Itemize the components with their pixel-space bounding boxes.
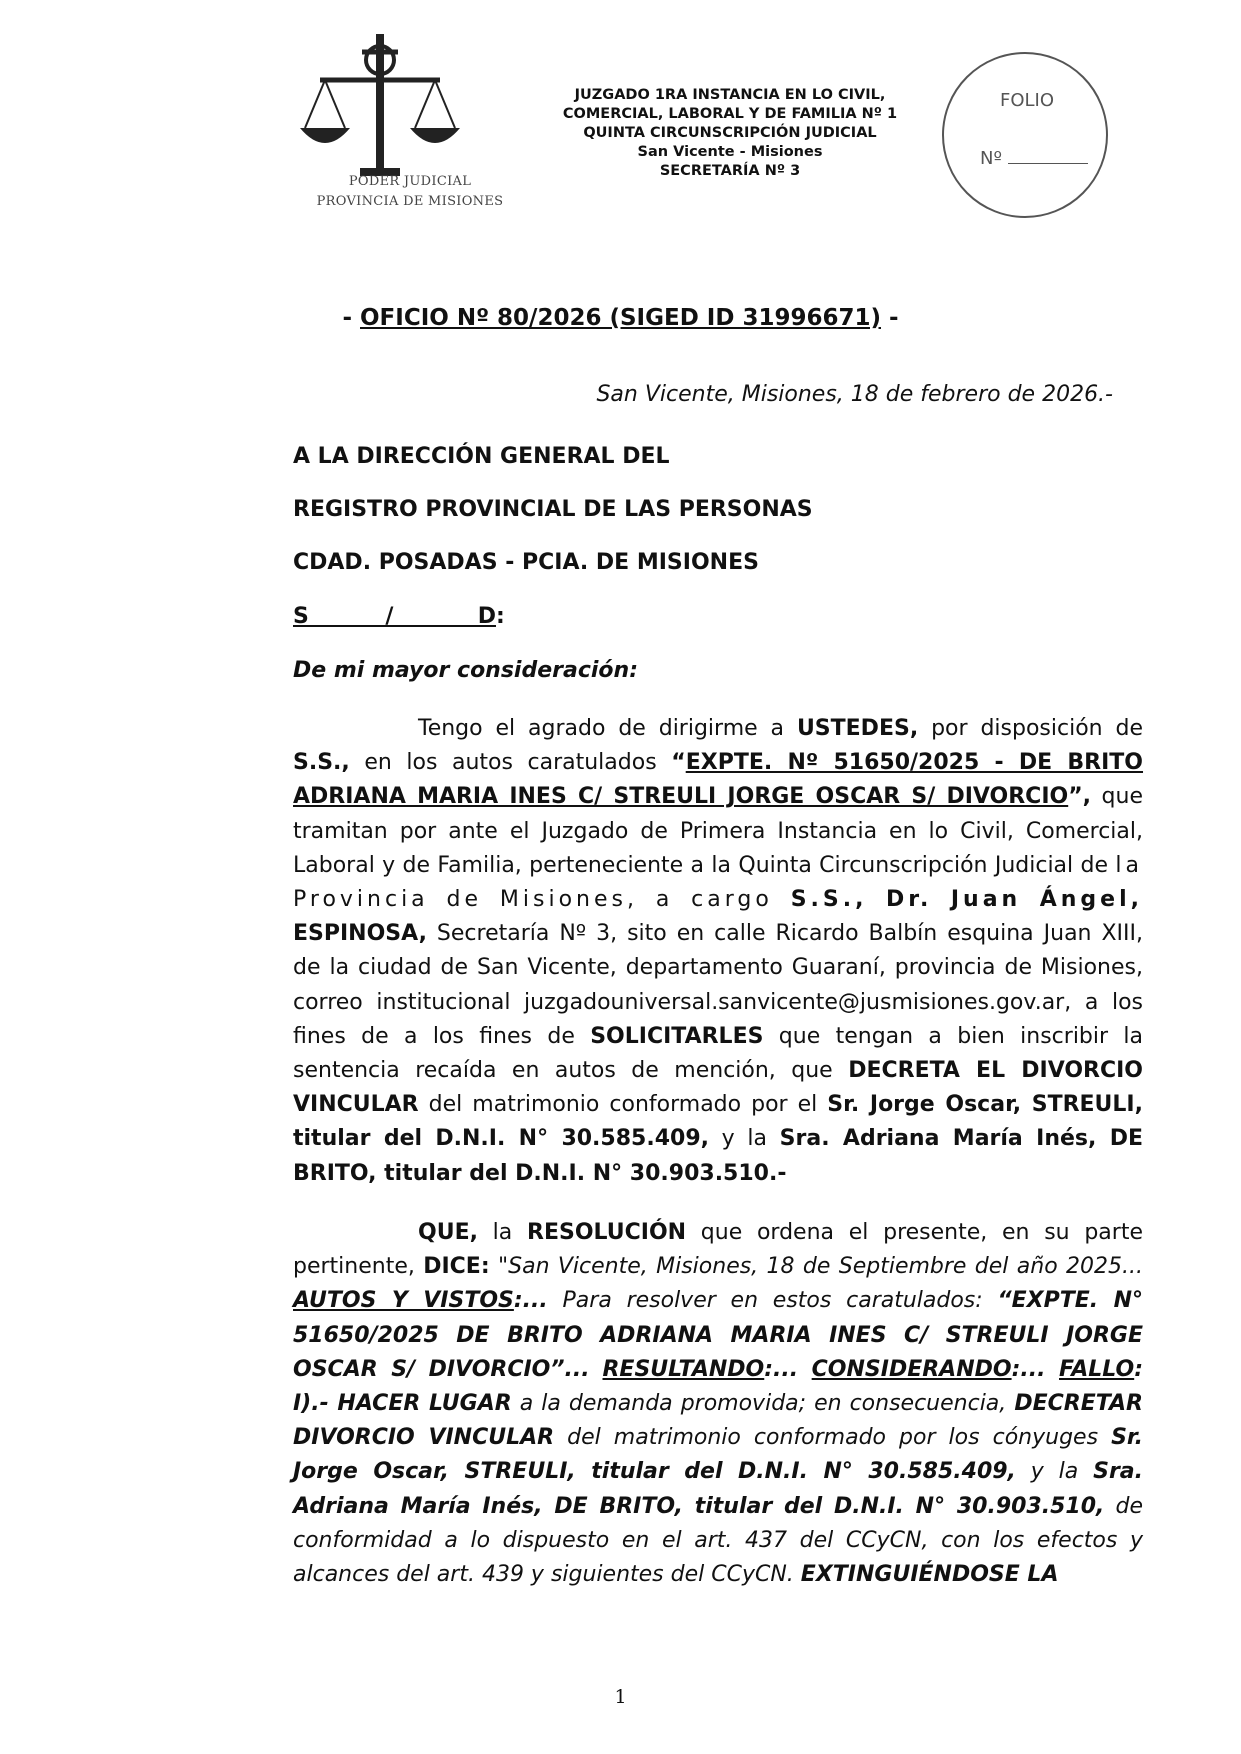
text-bold-italic: EXTINGUIÉNDOSE LA <box>800 1562 1059 1588</box>
addressee-line-1: A LA DIRECCIÓN GENERAL DEL <box>293 444 670 469</box>
text-bold-italic-underline: FALLO <box>1059 1356 1135 1382</box>
text: del matrimonio conformado por el <box>418 1092 828 1118</box>
text-bold: RESOLUCIÓN <box>527 1220 687 1245</box>
case-title: EXPTE. Nº 51650/2025 - DE BRITO ADRIANA MARIA INES C/ STREULI JORGE OSCAR S/ DIVORCIO <box>293 750 1144 810</box>
text-bold-italic: :... <box>1011 1356 1059 1382</box>
text: la <box>477 1220 528 1245</box>
title-suffix: - <box>881 305 899 331</box>
page-title <box>0 305 1241 331</box>
text: " <box>489 1254 509 1280</box>
text-spaced: la Provincia de Misiones, a cargo <box>293 852 1143 913</box>
addressee-line-3: CDAD. POSADAS - PCIA. DE MISIONES <box>293 550 759 575</box>
text-bold: “ <box>671 750 686 776</box>
text-bold: S.S., <box>293 750 350 776</box>
document-date: San Vicente, Misiones, 18 de febrero de 2026.- <box>596 382 1113 407</box>
title-prefix: - <box>342 305 360 331</box>
text: y la <box>708 1126 780 1152</box>
court-header <box>530 86 930 181</box>
judge-surname: ESPINOSA, <box>293 921 427 947</box>
paragraph-2 <box>293 1216 1143 1592</box>
text-bold-italic: Sra. Adriana María Inés, DE BRITO, titular del D.N.I. N° 30.903.510, <box>293 1459 1143 1519</box>
paragraph-1 <box>293 712 1143 1191</box>
text-bold-italic: :... <box>513 1288 548 1314</box>
page-number: 1 <box>614 1686 627 1708</box>
poder-judicial-logo <box>300 30 520 220</box>
judge-name: S.S., Dr. Juan Ángel, <box>790 887 1143 913</box>
text-bold: QUE, <box>418 1220 478 1245</box>
text-italic: a la demanda promovida; en consecuencia, <box>511 1391 1015 1417</box>
text-bold: Sra. Adriana María Inés, DE BRITO, titular del D.N.I. N° 30.903.510.- <box>293 1126 1143 1186</box>
text-bold-italic: : I).- HACER LUGAR <box>293 1356 1143 1417</box>
text-bold: DECRETA EL DIVORCIO VINCULAR <box>293 1058 1144 1118</box>
scales-of-justice-icon <box>300 30 520 180</box>
text-bold: ”, <box>1068 784 1092 810</box>
folio-stamp <box>940 50 1110 220</box>
folio-number-blank <box>1008 163 1088 164</box>
text-bold-italic: DECRETAR DIVORCIO VINCULAR <box>293 1391 1143 1451</box>
text-bold-italic-underline: AUTOS Y VISTOS <box>293 1288 514 1314</box>
text-bold: USTEDES, <box>796 716 919 741</box>
text-bold: Sr. Jorge Oscar, STREULI, titular del D.N.I. N° 30.585.409, <box>293 1092 1143 1152</box>
greeting: De mi mayor consideración: <box>293 658 638 683</box>
text-bold-italic: :... <box>764 1356 812 1382</box>
court-line: COMERCIAL, LABORAL Y DE FAMILIA Nº 1 <box>562 106 898 122</box>
text-italic: de conformidad a lo dispuesto en el art. 437 del CCyCN, con los efectos y alcances del art. 439 y siguientes del CCyCN. <box>293 1493 1144 1588</box>
text: Secretaría Nº 3, sito en calle Ricardo Balbín esquina Juan XIII, de la ciudad de San Vicente, departamento Guaraní, provincia de Misiones, correo institucional juzgadouniversal.sanvicente@jusmisiones.gov.ar, a los fines de a los fines de <box>293 921 1143 1049</box>
folio-circle-icon <box>940 50 1110 220</box>
court-line: JUZGADO 1RA INSTANCIA EN LO CIVIL, <box>574 87 886 103</box>
text-italic: y la <box>1015 1459 1094 1485</box>
salutation-text: S / D <box>293 604 496 629</box>
salutation <box>293 604 505 629</box>
text: que ordena el presente, en su parte pertinente, <box>293 1220 1143 1280</box>
text-bold: SOLICITARLES <box>590 1023 764 1049</box>
text: que tengan a bien inscribir la sentencia recaída en autos de mención, que <box>293 1023 1143 1084</box>
text: en los autos caratulados <box>349 750 672 776</box>
text-bold-italic-underline: CONSIDERANDO <box>811 1356 1012 1382</box>
folio-number-label: Nº <box>980 148 1002 169</box>
text-italic: Para resolver en estos caratulados: <box>547 1288 998 1314</box>
text: por disposición de <box>918 716 1143 741</box>
court-line: San Vicente - Misiones <box>637 144 823 160</box>
text-bold-italic-underline: RESULTANDO <box>602 1356 765 1382</box>
text-bold: DICE: <box>423 1254 490 1280</box>
text-bold-italic: “EXPTE. N° 51650/2025 DE BRITO ADRIANA MARIA INES C/ STREULI JORGE OSCAR S/ DIVORCIO”... <box>293 1288 1143 1382</box>
text: que tramitan por ante el Juzgado de Primera Instancia en lo Civil, Comercial, Laboral y de Familia, perteneciente a la Quinta Circunscripción Judicial de <box>293 784 1143 878</box>
text-italic: del matrimonio conformado por los cónyuges <box>554 1425 1112 1451</box>
text: Tengo el agrado de dirigirme a <box>418 716 797 741</box>
text-italic: San Vicente, Misiones, 18 de Septiembre del año 2025... <box>508 1254 1143 1280</box>
salutation-colon: : <box>495 604 505 629</box>
logo-line-1: PODER JUDICIAL <box>348 174 472 189</box>
text-bold-italic: Sr. Jorge Oscar, STREULI, titular del D.N.I. N° 30.585.409, <box>293 1425 1143 1485</box>
title-main: OFICIO Nº 80/2026 (SIGED ID 31996671) <box>360 305 881 331</box>
folio-label: FOLIO <box>1000 90 1055 111</box>
folio-number <box>980 148 1088 169</box>
court-line: QUINTA CIRCUNSCRIPCIÓN JUDICIAL <box>583 125 877 141</box>
court-line: SECRETARÍA Nº 3 <box>659 163 801 179</box>
logo-line-2: PROVINCIA DE MISIONES <box>316 194 504 209</box>
addressee-line-2: REGISTRO PROVINCIAL DE LAS PERSONAS <box>293 497 813 522</box>
